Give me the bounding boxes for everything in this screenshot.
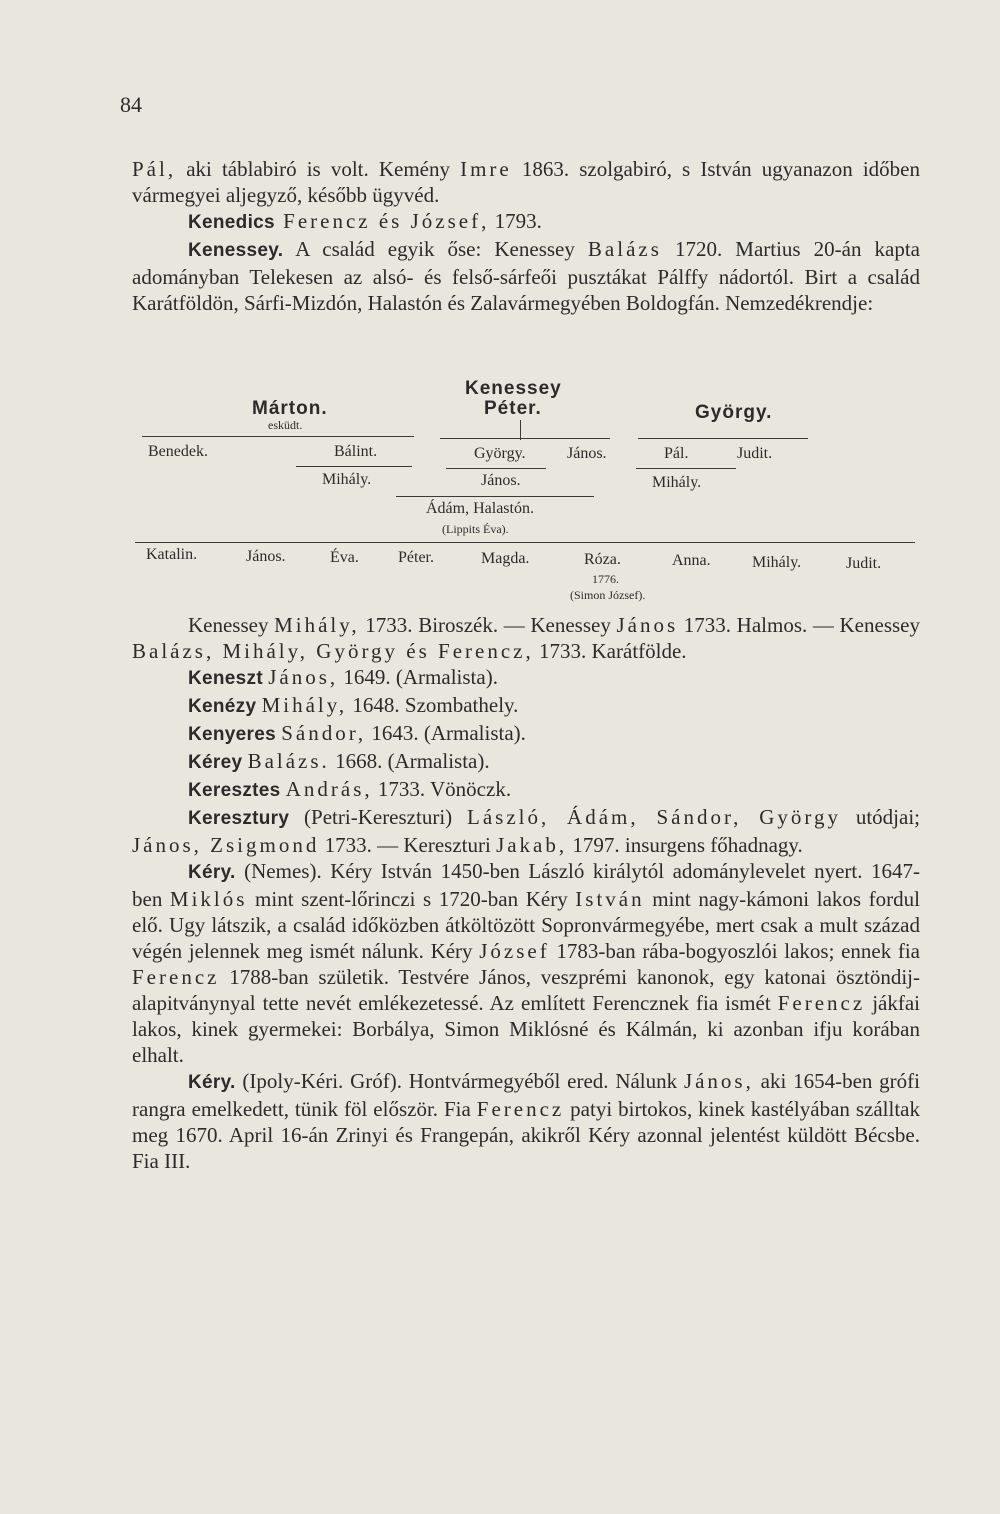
- tree-eva5: Éva.: [330, 549, 359, 566]
- entry-heading: Keneszt: [188, 668, 263, 689]
- entry-heading: Kérey: [188, 752, 243, 773]
- tree-line: [296, 466, 412, 467]
- tree-gyorgy-top: György.: [695, 402, 773, 423]
- tree-line: [142, 436, 414, 437]
- tree-line: [636, 468, 736, 469]
- entry-kenessey: Kenessey. A család egyik őse: Kenessey Balázs 1720. Martius 20-án kapta adományban Telekesen az alsó- és felső-sárfeői pusztákat Pálffy nádortól. Birt a család Karátföldön, Sárfi-Mizdón, Halastón és Zalavármegyében Boldogfán. Nemzedékrendje:: [132, 237, 920, 315]
- entry-keneszt: Keneszt János, 1649. (Armalista).: [188, 665, 498, 689]
- tree-line: [135, 542, 915, 543]
- entry-heading: Kenedics: [188, 212, 275, 233]
- entry-keresztury: Keresztury (Petri-Kereszturi) László, Ádám, Sándor, György utódjai; János, Zsigmond 1733. — Kereszturi Jakab, 1797. insurgens főhadnagy.: [132, 805, 920, 857]
- tree-benedek: Benedek.: [148, 443, 208, 460]
- tree-line: [520, 420, 521, 440]
- tree-katalin: Katalin.: [146, 546, 198, 563]
- tree-mihaly3: Mihály.: [322, 471, 372, 488]
- paragraph-pal: Pál, aki táblabiró is volt. Kemény Imre 1863. szolgabiró, s István ugyanazon időben vármegyei aljegyző, később ügyvéd.: [132, 157, 920, 207]
- paragraph-kenessey-1733: Kenessey Mihály, 1733. Biroszék. — Kenessey János 1733. Halmos. — Kenessey Balázs, Mihály, György és Ferencz, 1733. Karátfölde.: [132, 613, 920, 663]
- tree-adam: Ádám, Halastón.: [426, 500, 534, 517]
- tree-janos5: János.: [246, 548, 286, 565]
- entry-heading: Kenyeres: [188, 724, 276, 745]
- entry-kenezy: Kenézy Mihály, 1648. Szombathely.: [188, 693, 519, 717]
- tree-marton: Márton.: [252, 398, 328, 419]
- tree-roza5: Róza.: [584, 551, 621, 568]
- tree-family-name: Kenessey: [465, 378, 562, 399]
- tree-magda5: Magda.: [481, 550, 530, 567]
- tree-root-peter: Péter.: [484, 398, 542, 419]
- main-text: [132, 612, 920, 1174]
- tree-line: [638, 438, 808, 439]
- entry-heading: Kenessey.: [188, 240, 284, 261]
- entry-heading: Kenézy: [188, 696, 257, 717]
- tree-pal2: Pál.: [664, 445, 689, 462]
- tree-roza-year: 1776.: [592, 572, 619, 586]
- tree-mihaly5: Mihály.: [752, 554, 802, 571]
- tree-mihaly3b: Mihály.: [652, 474, 702, 491]
- entry-kenyeres: Kenyeres Sándor, 1643. (Armalista).: [188, 721, 526, 745]
- tree-line: [440, 438, 610, 439]
- page-number: 84: [120, 92, 142, 117]
- tree-judit5: Judit.: [846, 555, 882, 572]
- entry-kerey: Kérey Balázs. 1668. (Armalista).: [188, 749, 490, 773]
- entry-keresztes: Keresztes András, 1733. Vönöczk.: [188, 777, 512, 801]
- tree-anna5: Anna.: [672, 552, 711, 569]
- entry-heading: Kéry.: [188, 862, 236, 883]
- tree-peter5: Péter.: [398, 549, 434, 566]
- entry-heading: Keresztury: [188, 808, 290, 829]
- tree-line: [446, 468, 546, 469]
- entry-kenedics: Kenedics Ferencz és József, 1793.: [188, 209, 542, 233]
- tree-line: [396, 496, 594, 497]
- tree-judit2: Judit.: [737, 445, 773, 462]
- tree-janos3: János.: [481, 472, 521, 489]
- entry-heading: Kéry.: [188, 1072, 236, 1093]
- tree-gyorgy2: György.: [474, 445, 526, 462]
- tree-marton-note: esküdt.: [268, 418, 303, 432]
- tree-balint: Bálint.: [334, 443, 378, 460]
- entry-kery-nemes: Kéry. (Nemes). Kéry István 1450-ben László királytól adománylevelet nyert. 1647-ben Miklós mint szent-lőrinczi s 1720-ban Kéry István mint nagy-kámoni lakos fordul elő. Ugy látszik, a család időközben átköltözött Sopronvármegyébe, mert csak a mult század végén jelennek meg ismét nálunk. Kéry József 1783-ban rába-bogyoszlói lakos; ennek fia Ferencz 1788-ban születik. Testvére János, veszprémi kanonok, egy katonai ösztöndij-alapitványnyal tette nevét emlékezetessé. Az említett Ferencznek fia ismét Ferencz jákfai lakos, kinek gyermekei: Borbálya, Simon Miklósné és Kálmán, ki azonban ifju korában elhalt.: [132, 859, 921, 1067]
- entry-kery-grof: Kéry. (Ipoly-Kéri. Gróf). Hontvármegyéből ered. Nálunk János, aki 1654-ben grófi rangra emelkedett, tünik föl először. Fia Ferencz patyi birtokos, kinek kastélyában szálltak meg 1670. April 16-án Zrinyi és Frangepán, akikről Kéry azonnal jelentést küldött Bécsbe. Fia III.: [132, 1069, 920, 1173]
- entry-heading: Keresztes: [188, 780, 281, 801]
- tree-roza-spouse: (Simon József).: [570, 588, 646, 602]
- tree-janos2: János.: [567, 445, 607, 462]
- tree-adam-spouse: (Lippits Éva).: [442, 522, 509, 536]
